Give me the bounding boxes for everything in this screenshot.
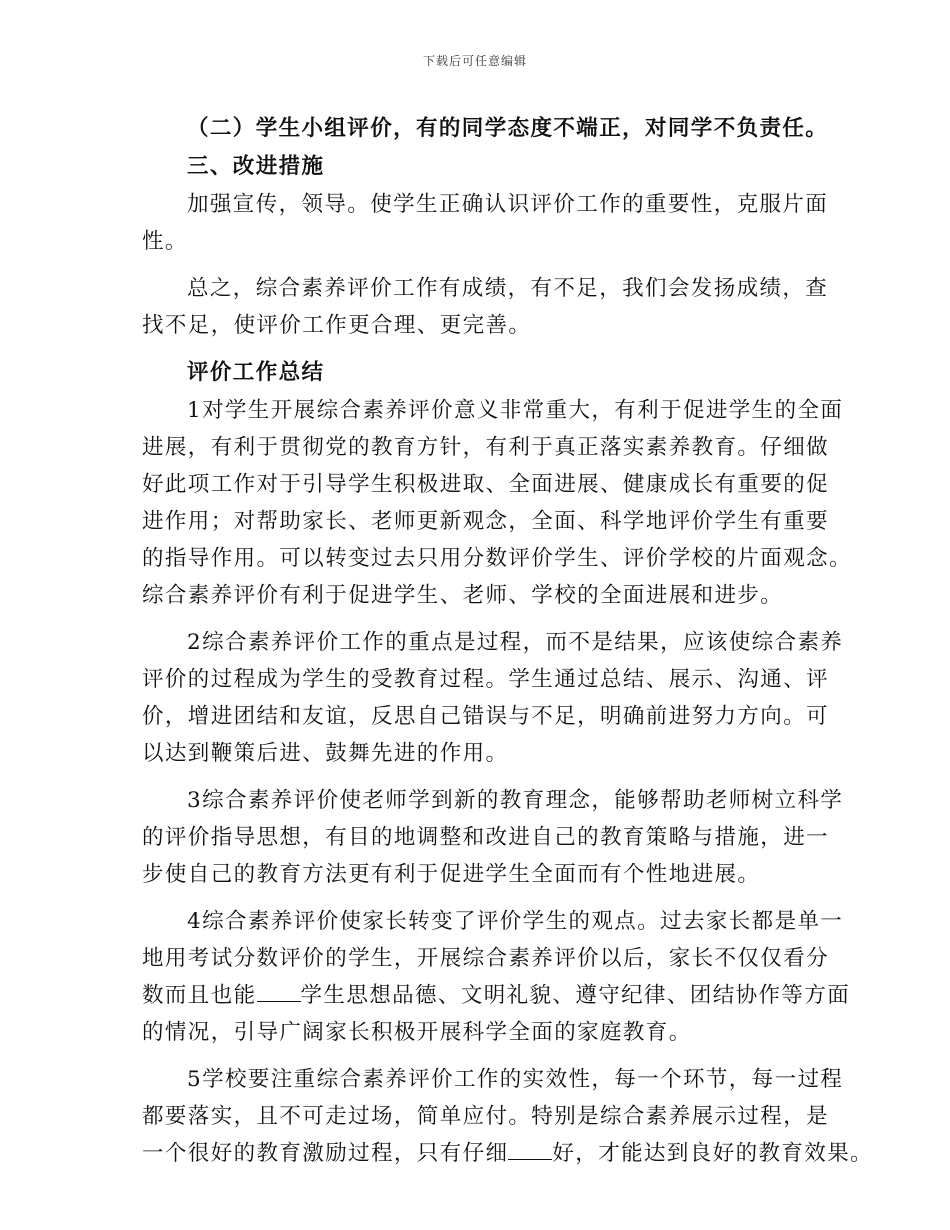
paragraph-line: 1对学生开展综合素养评价意义非常重大，有利于促进学生的全面 <box>187 398 844 423</box>
section-heading-summary: 评价工作总结 <box>187 360 325 385</box>
paragraph-line: 找不足，使评价工作更合理、更完善。 <box>142 313 532 338</box>
paragraph-line: 的指导作用。可以转变过去只用分数评价学生、评价学校的片面观念。 <box>142 546 852 571</box>
paragraph-line: 都要落实，且不可走过场，简单应付。特别是综合素养展示过程，是 <box>142 1104 830 1129</box>
paragraph-line: 价，增进团结和友谊，反思自己错误与不足，明确前进努力方向。可 <box>142 704 830 729</box>
paragraph-line: 进展，有利于贯彻党的教育方针，有利于真正落实素养教育。仔细做 <box>142 435 830 460</box>
paragraph-line: 加强宣传，领导。使学生正确认识评价工作的重要性，克服片面 <box>187 192 829 217</box>
paragraph-line: 步使自己的教育方法更有利于促进学生全面而有个性地进展。 <box>142 862 761 887</box>
paragraph-line: 5学校要注重综合素养评价工作的实效性，每一个环节，每一过程 <box>187 1067 844 1092</box>
text-before-blank: 数而且也能 <box>142 983 257 1008</box>
paragraph-line-with-blank <box>142 977 851 1014</box>
section-heading-improvements: 三、改进措施 <box>187 154 325 179</box>
paragraph-line: 的评价指导思想，有目的地调整和改进自己的教育策略与措施，进一 <box>142 825 830 850</box>
paragraph-line: 的情况，引导广阔家长积极开展科学全面的家庭教育。 <box>142 1020 692 1045</box>
subheading-group-evaluation: （二）学生小组评价，有的同学态度不端正，对同学不负责任。 <box>187 116 829 141</box>
text-after-blank: 好，才能达到良好的教育效果。 <box>552 1141 874 1166</box>
paragraph-line: 3综合素养评价使老师学到新的教育理念，能够帮助老师树立科学 <box>187 788 844 813</box>
paragraph-line: 性。 <box>142 229 188 254</box>
paragraph-line: 评价的过程成为学生的受教育过程。学生通过总结、展示、沟通、评 <box>142 667 830 692</box>
paragraph-line: 2综合素养评价工作的重点是过程，而不是结果，应该使综合素养 <box>187 630 844 655</box>
document-body <box>142 110 874 1172</box>
paragraph-line: 总之，综合素养评价工作有成绩，有不足，我们会发扬成绩，查 <box>187 276 829 301</box>
fill-blank <box>257 983 301 1002</box>
paragraph-line: 4综合素养评价使家长转变了评价学生的观点。过去家长都是单一 <box>187 909 844 934</box>
paragraph-line: 综合素养评价有利于促进学生、老师、学校的全面进展和进步。 <box>142 583 784 608</box>
fill-blank <box>508 1141 552 1160</box>
paragraph-line: 地用考试分数评价的学生，开展综合素养评价以后，家长不仅仅看分 <box>142 946 830 971</box>
paragraph-line: 进作用；对帮助家长、老师更新观念，全面、科学地评价学生有重要 <box>142 509 830 534</box>
paragraph-line: 好此项工作对于引导学生积极进取、全面进展、健康成长有重要的促 <box>142 472 830 497</box>
paragraph-line-with-blank <box>142 1135 874 1172</box>
text-after-blank: 学生思想品德、文明礼貌、遵守纪律、团结协作等方面 <box>300 983 851 1008</box>
paragraph-line: 以达到鞭策后进、鼓舞先进的作用。 <box>142 741 509 766</box>
text-before-blank: 一个很好的教育激励过程，只有仔细 <box>142 1141 509 1166</box>
page-header: 下载后可任意编辑 <box>422 54 527 68</box>
